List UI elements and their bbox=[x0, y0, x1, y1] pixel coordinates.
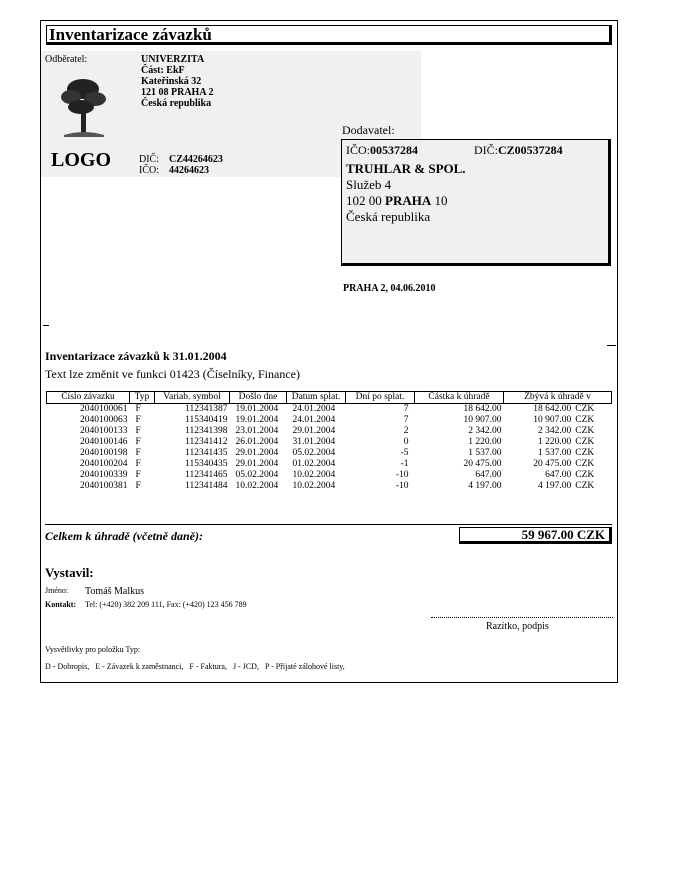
table-cell: -5 bbox=[400, 448, 409, 458]
table-divider bbox=[45, 524, 612, 525]
table-cell: 2 bbox=[403, 426, 409, 436]
signature-line bbox=[431, 617, 613, 618]
table-cell: CZK bbox=[575, 415, 595, 425]
table-cell: CZK bbox=[575, 481, 595, 491]
issuer-contact: Tel: (+420) 382 209 111, Fax: (+420) 123 456 789 bbox=[85, 600, 247, 609]
table-cell: 29.01.2004 bbox=[292, 426, 336, 436]
legend-heading: Vysvětlivky pro položku Typ: bbox=[45, 645, 141, 654]
table-cell: 05.02.2004 bbox=[235, 470, 279, 480]
logo-text: LOGO bbox=[51, 149, 112, 171]
table-cell: 2 342.00 bbox=[468, 426, 502, 436]
table-cell: 115340435 bbox=[185, 459, 228, 469]
table-cell: 2040100133 bbox=[80, 426, 128, 436]
table-cell: 115340419 bbox=[185, 415, 228, 425]
customer-street: Kateřinská 32 bbox=[141, 76, 202, 87]
place-date: PRAHA 2, 04.06.2010 bbox=[343, 283, 436, 294]
table-cell: CZK bbox=[575, 404, 595, 414]
total-label: Celkem k úhradě (včetně daně): bbox=[45, 529, 203, 543]
table-cell: 4 197.00 bbox=[468, 481, 502, 491]
supplier-name: TRUHLAR & SPOL. bbox=[346, 161, 466, 176]
table-cell: 112341398 bbox=[185, 426, 228, 436]
issuer-name-label: Jméno: bbox=[45, 586, 69, 595]
table-cell: 18 642.00 bbox=[533, 404, 572, 414]
table-cell: 19.01.2004 bbox=[235, 404, 279, 414]
supplier-street: Služeb 4 bbox=[346, 177, 392, 192]
table-cell: 10.02.2004 bbox=[292, 470, 336, 480]
issuer-name: Tomáš Malkus bbox=[85, 586, 145, 597]
table-cell: 20 475.00 bbox=[533, 459, 572, 469]
col-header-type: Typ bbox=[130, 392, 155, 404]
table-cell: 1 537.00 bbox=[538, 448, 572, 458]
table-cell: 10.02.2004 bbox=[292, 481, 336, 491]
col-header-due: Datum splat. bbox=[287, 392, 346, 404]
table-cell: 112341484 bbox=[185, 481, 228, 491]
supplier-ico: 00537284 bbox=[370, 143, 418, 157]
table-cell: 2040100339 bbox=[80, 470, 128, 480]
total-value: 59 967.00 CZK bbox=[459, 527, 612, 544]
supplier-dic: CZ00537284 bbox=[498, 143, 563, 157]
table-cell: CZK bbox=[575, 459, 595, 469]
table-cell: F bbox=[135, 470, 141, 480]
table-cell: 0 bbox=[403, 437, 409, 447]
supplier-zip: 102 00 bbox=[346, 193, 382, 208]
table-row bbox=[47, 470, 612, 481]
table-cell: 2040100063 bbox=[80, 415, 128, 425]
obligations-table bbox=[46, 391, 612, 492]
table-row bbox=[47, 448, 612, 459]
table-cell: F bbox=[135, 481, 141, 491]
table-cell: 7 bbox=[403, 404, 409, 414]
customer-unit: Část: EkF bbox=[141, 65, 185, 76]
table-cell: 2040100204 bbox=[80, 459, 128, 469]
document-title: Inventarizace závazků bbox=[46, 25, 612, 45]
col-header-days: Dní po splat. bbox=[346, 392, 415, 404]
table-header-row bbox=[47, 392, 612, 404]
table-cell: CZK bbox=[575, 470, 595, 480]
table-cell: 24.01.2004 bbox=[292, 415, 336, 425]
section-title: Inventarizace závazků k 31.01.2004 bbox=[45, 349, 227, 363]
table-row bbox=[47, 481, 612, 492]
table-cell: 112341412 bbox=[185, 437, 228, 447]
section-note: Text lze změnit ve funkci 01423 (Číselníky, Finance) bbox=[45, 367, 300, 381]
table-cell: 10 907.00 bbox=[463, 415, 502, 425]
table-cell: 112341465 bbox=[185, 470, 228, 480]
table-cell: 20 475.00 bbox=[463, 459, 502, 469]
table-row bbox=[47, 415, 612, 426]
table-cell: 1 537.00 bbox=[468, 448, 502, 458]
table-cell: -10 bbox=[395, 481, 409, 491]
table-cell: -10 bbox=[395, 470, 409, 480]
supplier-label: Dodavatel: bbox=[342, 123, 395, 137]
table-row bbox=[47, 426, 612, 437]
table-cell: 01.02.2004 bbox=[292, 459, 336, 469]
table-cell: F bbox=[135, 448, 141, 458]
issuer-heading: Vystavil: bbox=[45, 565, 94, 580]
customer-city: 121 08 PRAHA 2 bbox=[141, 87, 214, 98]
table-cell: 10.02.2004 bbox=[235, 481, 279, 491]
table-cell: F bbox=[135, 459, 141, 469]
table-row bbox=[47, 437, 612, 448]
col-header-varsymbol: Variab. symbol bbox=[155, 392, 230, 404]
table-cell: 26.01.2004 bbox=[235, 437, 279, 447]
supplier-ico-label: IČO: bbox=[346, 143, 370, 157]
customer-label: Odběratel: bbox=[45, 54, 88, 65]
table-cell: 24.01.2004 bbox=[292, 404, 336, 414]
table-row bbox=[47, 459, 612, 470]
table-cell: 19.01.2004 bbox=[235, 415, 279, 425]
customer-dic-label: DIČ: bbox=[139, 154, 159, 165]
table-cell: 112341387 bbox=[185, 404, 228, 414]
table-cell: -1 bbox=[400, 459, 409, 469]
col-header-remaining: Zbývá k úhradě v bbox=[504, 392, 612, 404]
col-header-number: Číslo závazku bbox=[47, 392, 130, 404]
table-cell: F bbox=[135, 404, 141, 414]
right-tick bbox=[607, 345, 616, 346]
table-cell: 7 bbox=[403, 415, 409, 425]
table-cell: 4 197.00 bbox=[538, 481, 572, 491]
supplier-box bbox=[341, 139, 611, 266]
table-cell: 18 642.00 bbox=[463, 404, 502, 414]
col-header-received: Došlo dne bbox=[230, 392, 287, 404]
supplier-dic-label: DIČ: bbox=[474, 143, 498, 157]
table-cell: 647.00 bbox=[545, 470, 572, 480]
table-cell: 112341435 bbox=[185, 448, 228, 458]
table-cell: 2040100198 bbox=[80, 448, 128, 458]
table-cell: 2040100381 bbox=[80, 481, 128, 491]
supplier-district: 10 bbox=[434, 193, 448, 208]
signature-label: Razítko, podpis bbox=[486, 621, 549, 632]
customer-country: Česká republika bbox=[141, 98, 212, 109]
table-cell: CZK bbox=[575, 426, 595, 436]
table-row bbox=[47, 404, 612, 416]
table-cell: CZK bbox=[575, 437, 595, 447]
issuer-contact-label: Kontakt: bbox=[45, 600, 77, 609]
legend-text: D - Dobropis, E - Závazek k zaměstnanci, F - Faktura, J - JCD, P - Přijaté zálohové listy, bbox=[45, 662, 345, 671]
supplier-country: Česká republika bbox=[346, 209, 431, 224]
table-cell: 2040100146 bbox=[80, 437, 128, 447]
table-cell: 31.01.2004 bbox=[292, 437, 336, 447]
document-page bbox=[40, 20, 618, 683]
col-header-amount: Částka k úhradě bbox=[415, 392, 504, 404]
supplier-city: PRAHA bbox=[385, 193, 432, 208]
table-cell: 1 220.00 bbox=[468, 437, 502, 447]
table-cell: 1 220.00 bbox=[538, 437, 572, 447]
table-cell: 2040100061 bbox=[80, 404, 128, 414]
customer-dic: CZ44264623 bbox=[169, 154, 223, 165]
left-tick bbox=[43, 325, 49, 326]
customer-ico: 44264623 bbox=[169, 165, 209, 176]
table-cell: F bbox=[135, 415, 141, 425]
table-cell: 647.00 bbox=[475, 470, 502, 480]
table-cell: 23.01.2004 bbox=[235, 426, 279, 436]
table-cell: 2 342.00 bbox=[538, 426, 572, 436]
table-cell: 29.01.2004 bbox=[235, 448, 279, 458]
table-cell: 05.02.2004 bbox=[292, 448, 336, 458]
table-cell: 10 907.00 bbox=[533, 415, 572, 425]
customer-name: UNIVERZITA bbox=[141, 54, 205, 65]
table-cell: F bbox=[135, 426, 141, 436]
customer-ico-label: IČO: bbox=[139, 165, 159, 176]
table-cell: CZK bbox=[575, 448, 595, 458]
tree-logo-icon bbox=[59, 73, 109, 139]
table-cell: 29.01.2004 bbox=[235, 459, 279, 469]
table-cell: F bbox=[135, 437, 141, 447]
